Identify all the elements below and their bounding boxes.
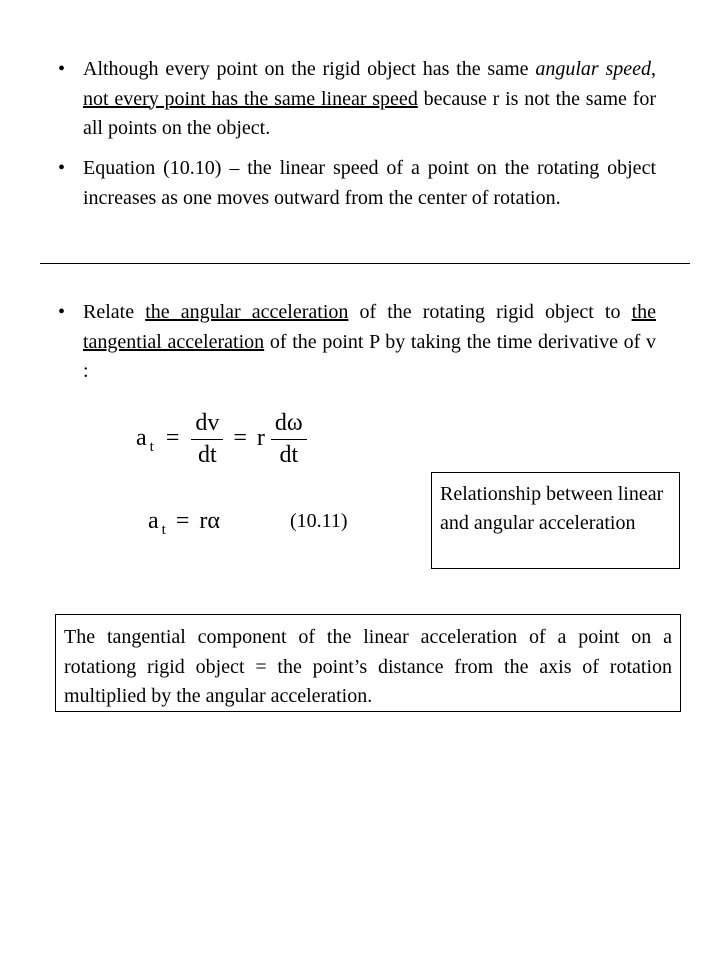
text-segment: of the point P by taking the time derivative of v : [83,330,656,382]
numerator: dω [274,410,303,436]
bullet-text [83,298,656,387]
equals-sign: = [165,425,180,452]
text-segment: of the rotating rigid object to [348,301,632,323]
bullet-angular-speed [58,55,656,144]
text-segment: because r is not the same for all points on the object. [83,87,656,139]
fraction-dv-dt [191,410,223,469]
eq-rhs: rα [199,508,220,534]
text-segment: Although every point on the rigid object has the same [83,58,536,80]
text-segment: Relate [83,301,146,323]
eq-coefficient: r [256,425,265,452]
equation-10-11 [148,508,220,538]
summary-statement-box: The tangential component of the linear acceleration of a point on a rotationg rigid object = the point’s distance from the axis of rotation multiplied by the angular acceleration. [55,614,681,712]
relationship-box: Relationship between linear and angular acceleration [431,472,680,569]
italic-term-angular-speed: angular speed [535,58,651,80]
numerator: dv [195,410,220,436]
underlined-phrase: not every point has the same linear speed [83,87,418,110]
bullet-marker: • [58,58,66,80]
bullet-angular-acceleration [58,298,656,387]
equals-sign: = [233,425,247,452]
eq-subscript: t [161,522,166,538]
eq-subscript: t [149,439,154,456]
equals-sign: = [175,508,190,534]
bullet-marker: • [58,157,66,179]
text-segment: , [651,58,656,80]
eq-lhs: a [136,425,147,452]
fraction-domega-dt [271,410,307,469]
underlined-phrase: the angular acceleration [145,301,349,323]
bullet-marker: • [58,301,66,323]
fraction-bar [271,439,307,440]
equation-tangential-derivative [136,410,307,469]
equation-number: (10.11) [290,510,348,532]
bullet-text [83,55,656,144]
eq-lhs: a [148,508,159,534]
bullet-equation-10-10 [58,154,656,213]
denominator: dt [198,442,217,468]
fraction-bar [191,439,223,440]
section-divider [40,263,690,264]
bullet-text: Equation (10.10) – the linear speed of a point on the rotating object increases as one moves outward from the center of rotation. [83,157,656,209]
underlined-phrase: the tangential acceleration [83,301,657,353]
denominator: dt [279,442,299,468]
